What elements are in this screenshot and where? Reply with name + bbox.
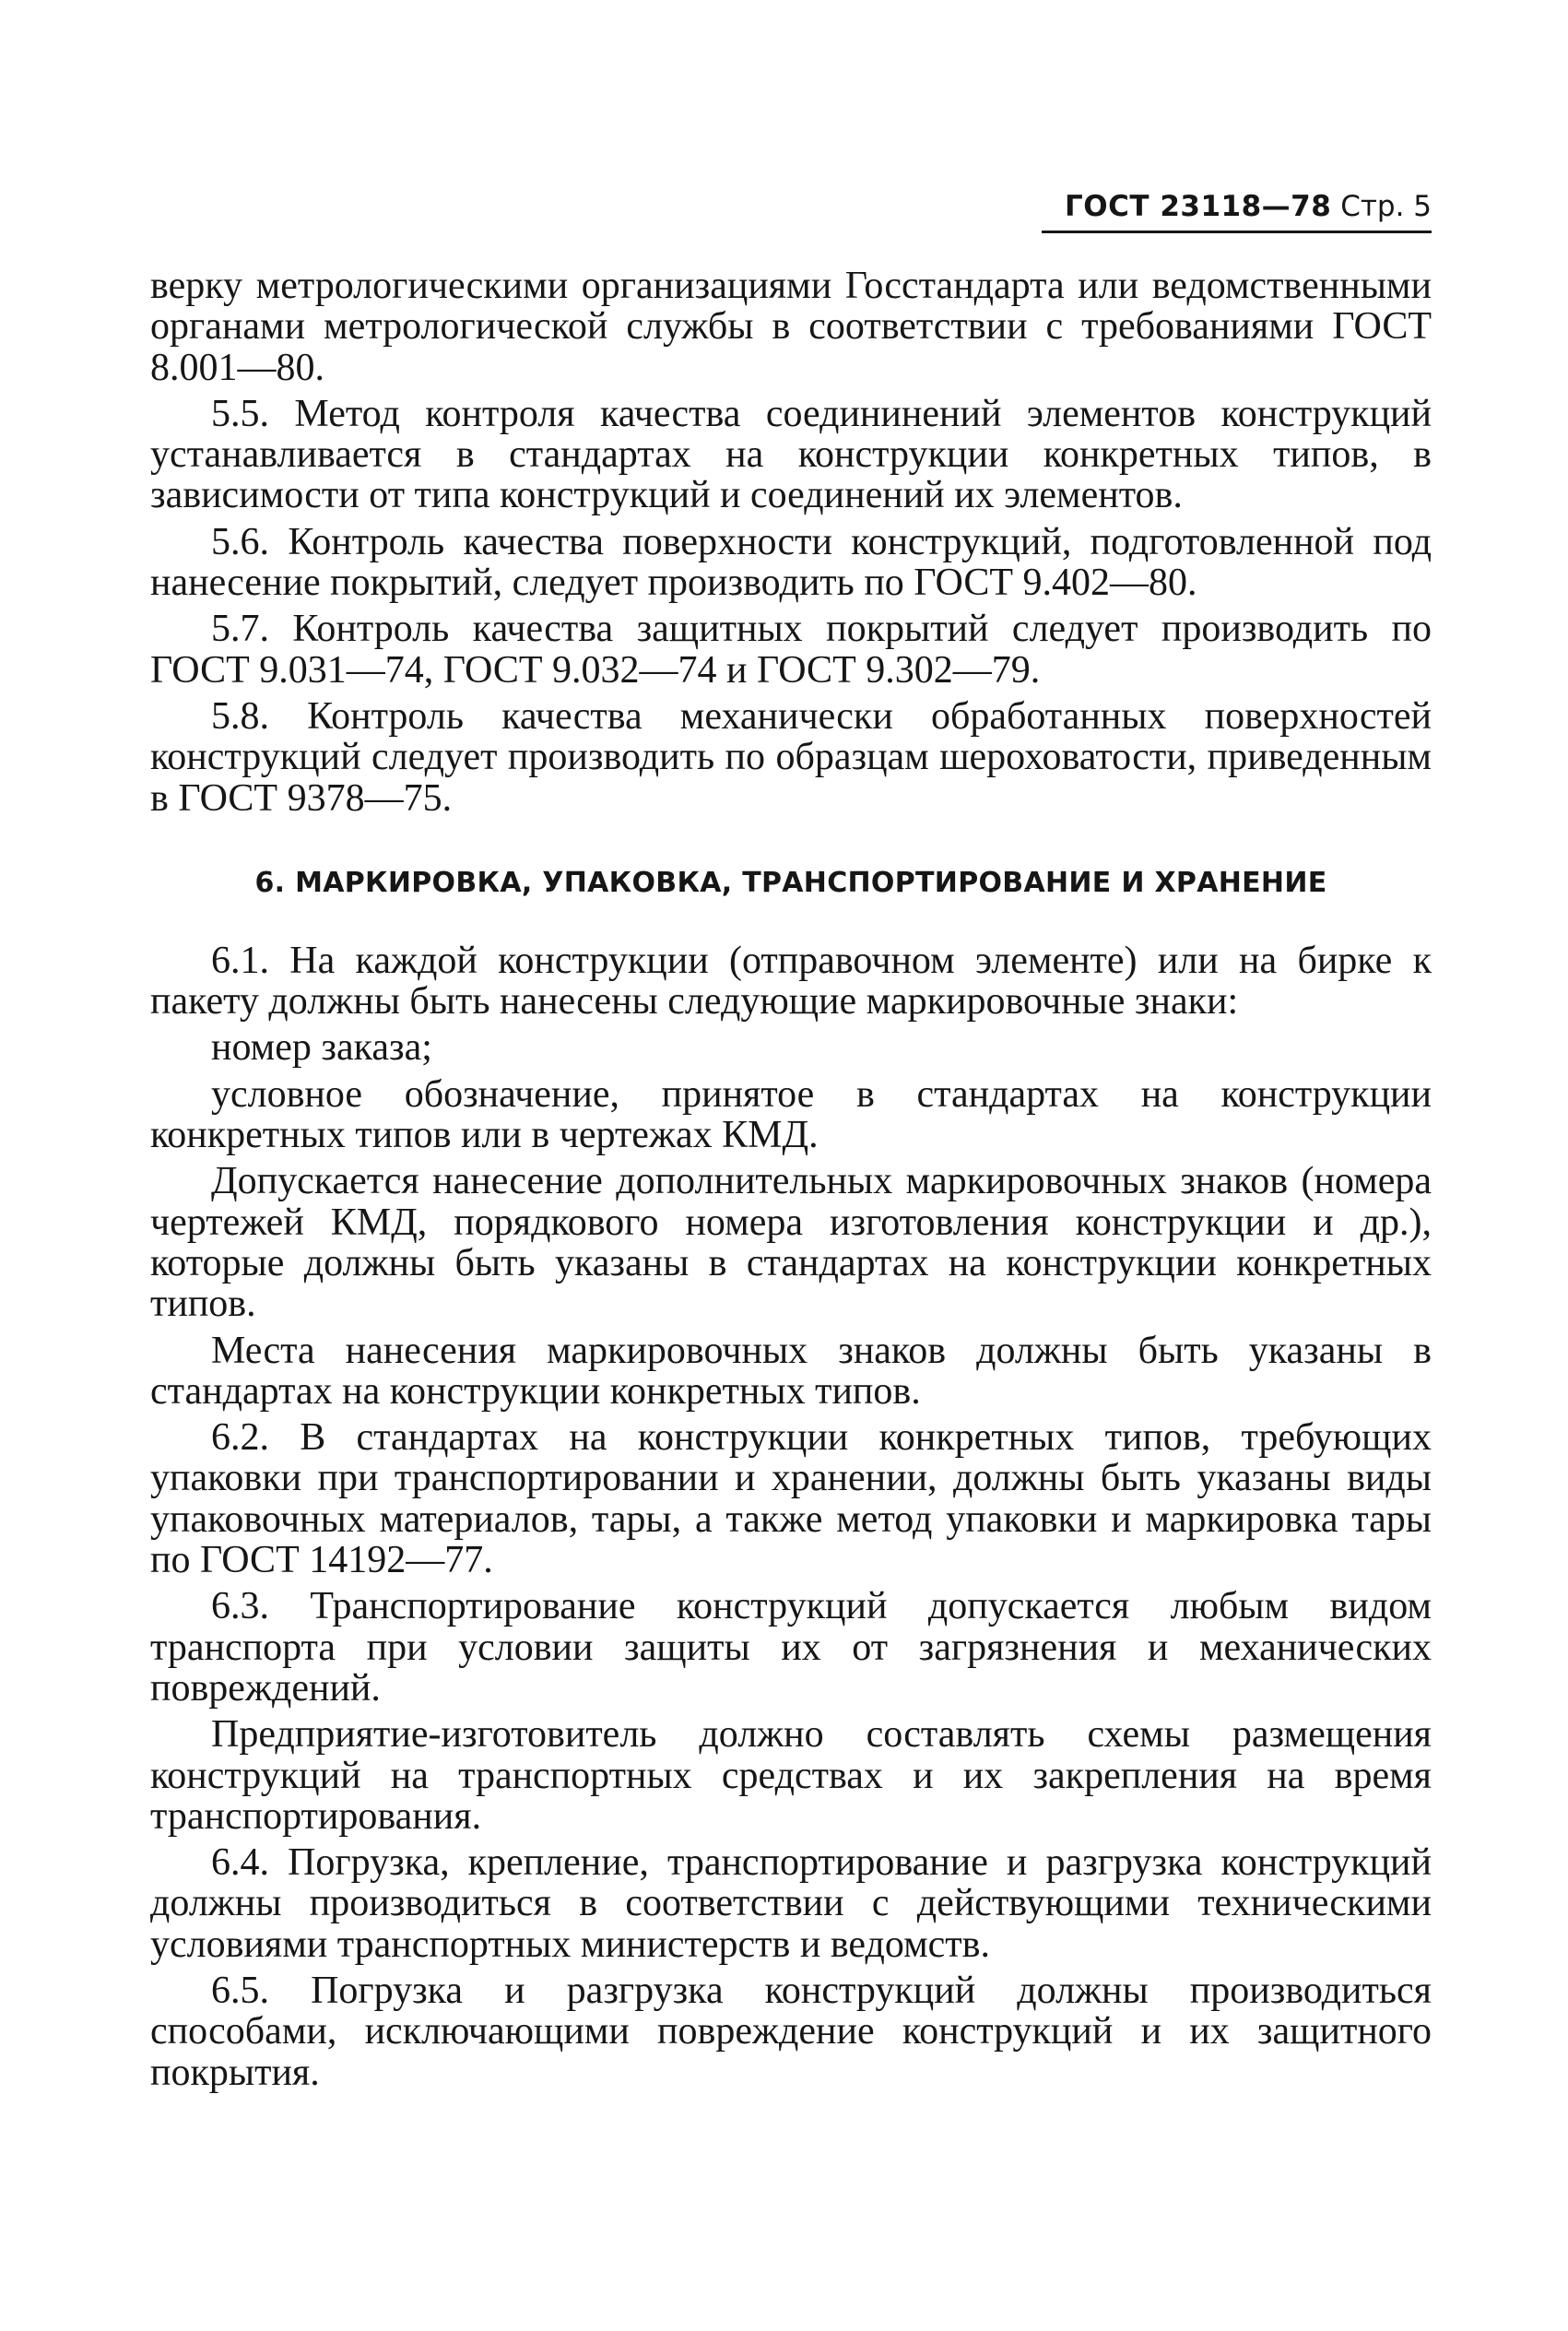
paragraph-6-1: 6.1. На каждой конструкции (отправочном элементе) или на бирке к пакету должны быть нанесены следующие маркировочные знаки:: [150, 939, 1432, 1024]
paragraph-continuation: верку метрологическими организациями Госстандарта или ведомственными органами метрологической службы в соответствии с требованиями ГОСТ 8.001—80.: [150, 265, 1432, 389]
list-item-order-number: номер заказа;: [211, 1026, 432, 1070]
paragraph-marking-places: Места нанесения маркировочных знаков должны быть указаны в стандартах на конструкции конкретных типов.: [150, 1329, 1432, 1413]
paragraph-placement-schemes: Предприятие-изготовитель должно составлять схемы размещения конструкций на транспортных средствах и их закрепления на время транспортирования.: [150, 1713, 1432, 1838]
paragraph-6-5: 6.5. Погрузка и разгрузка конструкций должны производиться способами, исключающими повреждение конструкций и их защитного покрытия.: [150, 1969, 1432, 2094]
standard-number: ГОСТ 23118—78: [1065, 190, 1332, 223]
document-body: [150, 266, 1432, 2099]
paragraph-5-7: 5.7. Контроль качества защитных покрытий следует производить по ГОСТ 9.031—74, ГОСТ 9.032—74 и ГОСТ 9.302—79.: [150, 608, 1432, 692]
paragraph-additional-marks: Допускается нанесение дополнительных маркировочных знаков (номера чертежей КМД, порядкового номера изготовления конструкции и др.), которые должны быть указаны в стандартах на конструкции конкретных типов.: [150, 1160, 1432, 1326]
list-item-designation: условное обозначение, принятое в стандартах на конструкции конкретных типов или в чертежах КМД.: [150, 1072, 1432, 1157]
page-number: Стр. 5: [1340, 190, 1432, 223]
paragraph-6-3: 6.3. Транспортирование конструкций допускается любым видом транспорта при условии защиты их от загрязнения и механических повреждений.: [150, 1585, 1432, 1710]
paragraph-5-5: 5.5. Метод контроля качества соедининений элементов конструкций устанавливается в стандартах на конструкции конкретных типов, в зависимости от типа конструкций и соединений их элементов.: [150, 392, 1432, 517]
section-heading: 6. МАРКИРОВКА, УПАКОВКА, ТРАНСПОРТИРОВАНИЕ И ХРАНЕНИЕ: [254, 866, 1327, 899]
paragraph-6-2: 6.2. В стандартах на конструкции конкретных типов, требующих упаковки при транспортировании и хранении, должны быть указаны виды упаковочных материалов, тары, а также метод упаковки и маркировка тары по ГОСТ 14192—77.: [150, 1416, 1432, 1582]
page-header: [1042, 189, 1432, 224]
paragraph-5-8: 5.8. Контроль качества механически обработанных поверхностей конструкций следует производить по образцам шероховатости, приведенным в ГОСТ 9378—75.: [150, 694, 1432, 820]
paragraph-5-6: 5.6. Контроль качества поверхности конструкций, подготовленной под нанесение покрытий, следует производить по ГОСТ 9.402—80.: [150, 520, 1432, 605]
paragraph-6-4: 6.4. Погрузка, крепление, транспортирование и разгрузка конструкций должны производиться в соответствии с действующими техническими условиями транспортных министерств и ведомств.: [150, 1841, 1432, 1966]
header-rule: [1042, 231, 1432, 233]
